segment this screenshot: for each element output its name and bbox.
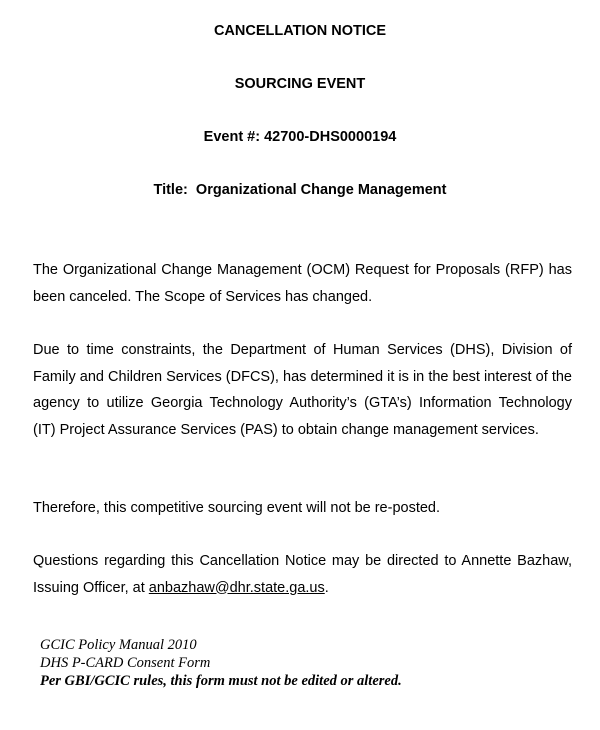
- contact-text-end: .: [324, 579, 329, 596]
- footer-edit-warning: Per GBI/GCIC rules, this form must not be edited or altered.: [40, 673, 402, 689]
- contact-email-link[interactable]: anbazhaw@dhr.state.ga.us: [148, 579, 325, 596]
- event-number: Event #: 42700-DHS0000194: [203, 129, 397, 145]
- contact-text: Questions regarding this Cancellation Notice may be directed to Annette Bazhaw, Issuing Officer, at: [33, 553, 572, 596]
- paragraph-cancellation: The Organizational Change Management (OCM) Request for Proposals (RFP) has been canceled. The Scope of Services has changed.: [33, 262, 572, 305]
- title-line: [0, 181, 600, 199]
- paragraph-contact: [33, 548, 572, 601]
- paragraph-reason: Due to time constraints, the Department of Human Services (DHS), Division of Family and Children Services (DFCS), has determined it is in the best interest of the agency to utilize Georgia Technology Authority’s (GTA’s) Information Technology (IT) Project Assurance Services (PAS) to obtain change management services.: [33, 342, 572, 438]
- event-type-heading: SOURCING EVENT: [234, 76, 366, 92]
- document-heading: CANCELLATION NOTICE: [213, 23, 387, 39]
- document-footer: [40, 636, 560, 690]
- title-value: Organizational Change Management: [195, 182, 447, 198]
- paragraph-not-reposted: Therefore, this competitive sourcing event will not be re-posted.: [33, 500, 441, 516]
- footer-consent-form: DHS P-CARD Consent Form: [40, 655, 211, 671]
- footer-policy-manual: GCIC Policy Manual 2010: [40, 637, 197, 653]
- title-label: Title:: [153, 182, 188, 198]
